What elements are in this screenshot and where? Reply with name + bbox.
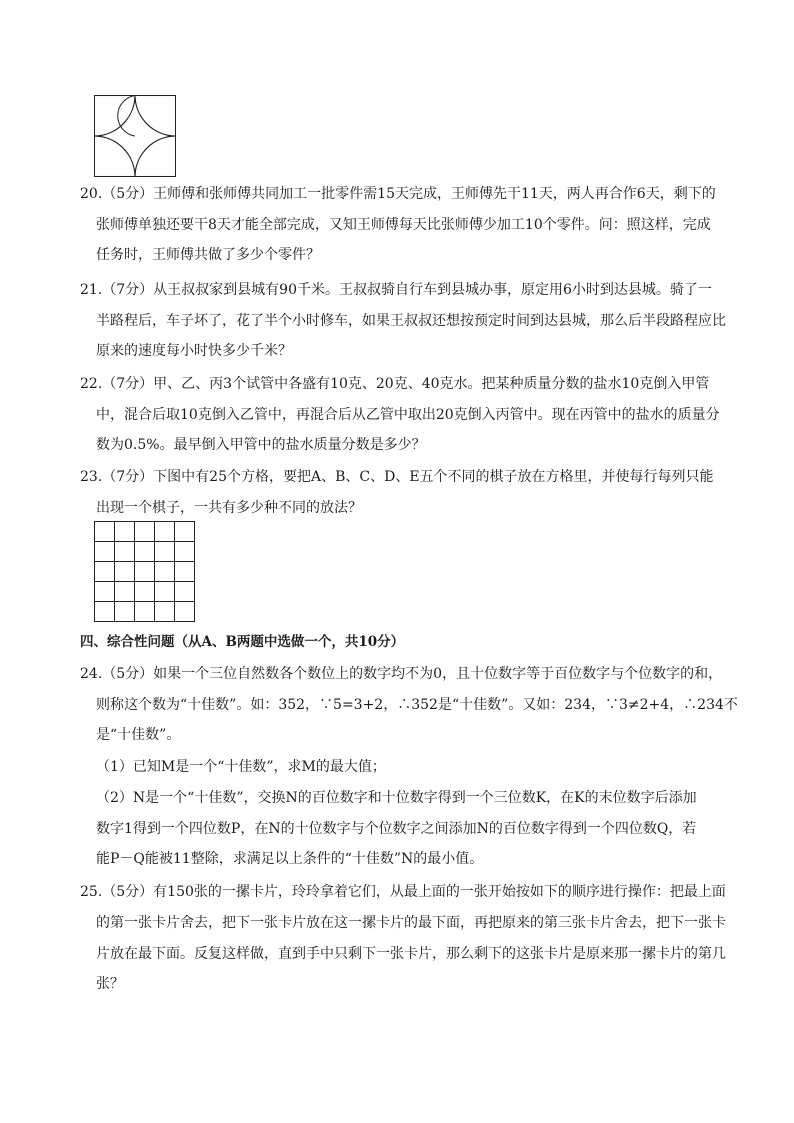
q20-line-2: 张师傅单独还要干8天才能全部完成，又知王师傅每天比张师傅少加工10个零件。问：照这样，完成 [96, 217, 711, 233]
petal-square-figure [94, 95, 176, 177]
q25-line-3: 片放在最下面。反复这样做，直到手中只剩下一张卡片，那么剩下的这张卡片是原来那一摞卡片的第几 [96, 946, 726, 962]
q23-line-1: 23.（7分）下图中有25个方格，要把A、B、C、D、E五个不同的棋子放在方格里，并使每行每列只能 [80, 469, 714, 485]
q25-line-2: 的第一张卡片舍去，把下一张卡片放在这一摞卡片的最下面，再把原来的第三张卡片舍去，把下一张卡 [96, 915, 726, 931]
q24-sub-2-line-1: （2）N是一个“十佳数”，交换N的百位数字和十位数字得到一个三位数K，在K的末位数字后添加 [96, 790, 697, 806]
q24-sub-2-line-3: 能P－Q能被11整除，求满足以上条件的“十佳数”N的最小值。 [96, 851, 484, 867]
q21-line-1: 21.（7分）从王叔叔家到县城有90千米。王叔叔骑自行车到县城办事，原定用6小时到达县城。骑了一 [80, 282, 712, 298]
q24-sub-1: （1）已知M是一个“十佳数”，求M的最大值； [96, 759, 386, 775]
q20-line-3: 任务时，王师傅共做了多少个零件？ [96, 247, 320, 263]
q24-line-1: 24.（5分）如果一个三位自然数各个数位上的数字均不为0，且十位数字等于百位数字与个位数字的和， [80, 666, 723, 682]
q25-line-4: 张？ [96, 976, 124, 992]
q21-line-2: 半路程后，车子坏了，花了半个小时修车，如果王叔叔还想按预定时间到达县城，那么后半段路程应比 [96, 313, 726, 329]
q22-line-3: 数为0.5%。最早倒入甲管中的盐水质量分数是多少？ [96, 437, 426, 453]
q23-line-2: 出现一个棋子，一共有多少种不同的放法？ [96, 500, 362, 516]
q22-line-2: 中，混合后取10克倒入乙管中，再混合后从乙管中取出20克倒入丙管中。现在丙管中的盐水的质量分 [96, 407, 720, 423]
q24-line-2: 则称这个数为“十佳数”。如：352，∵5=3+2，∴352是“十佳数”。又如：234，∵3≠2+4，∴234不 [96, 697, 738, 713]
grid-figure [94, 521, 196, 623]
q25-line-1: 25.（5分）有150张的一摞卡片，玲玲拿着它们，从最上面的一张开始按如下的顺序进行操作：把最上面 [80, 884, 726, 900]
section-four-title: 四、综合性问题（从A、B两题中选做一个，共10分） [80, 634, 405, 650]
q24-sub-2-line-2: 数字1得到一个四位数P，在N的十位数字与个位数字之间添加N的百位数字得到一个四位数Q，若 [96, 821, 697, 837]
q24-line-3: 是“十佳数”。 [96, 727, 181, 743]
q20-line-1: 20.（5分）王师傅和张师傅共同加工一批零件需15天完成，王师傅先干11天，两人再合作6天，剩下的 [80, 186, 716, 202]
q22-line-1: 22.（7分）甲、乙、丙3个试管中各盛有10克、20克、40克水。把某种质量分数的盐水10克倒入甲管 [80, 376, 710, 392]
q21-line-3: 原来的速度每小时快多少千米？ [96, 343, 292, 359]
